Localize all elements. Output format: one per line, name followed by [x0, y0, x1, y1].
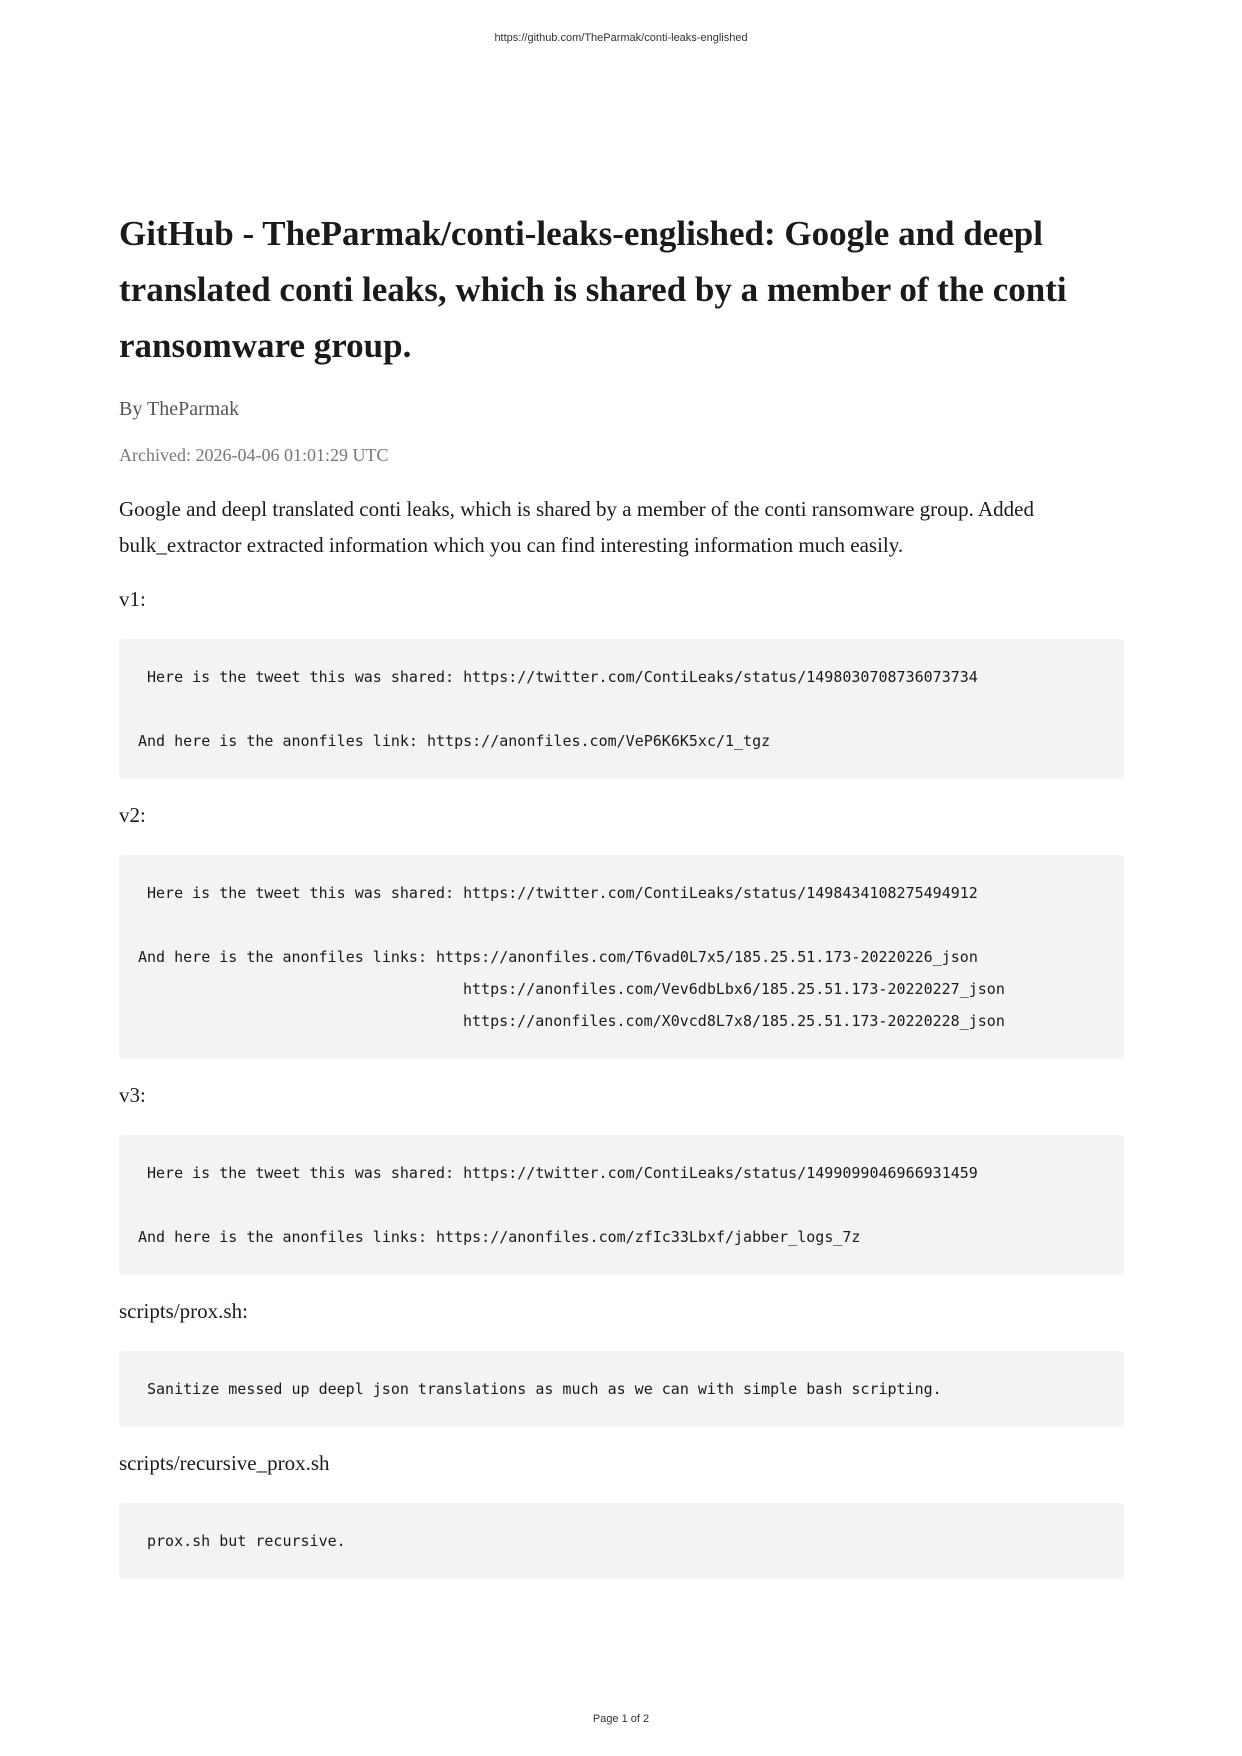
article — [119, 206, 1124, 1579]
section-label-v3: v3: — [119, 1083, 146, 1107]
code-block-v2 — [119, 855, 1124, 1059]
code-line-tweet: Here is the tweet this was shared: https://twitter.com/ContiLeaks/status/1499099046966931459 — [147, 1164, 978, 1182]
section-label-recursive-prox: scripts/recursive_prox.sh — [119, 1451, 330, 1475]
code-line-link: And here is the anonfiles link: https://anonfiles.com/VeP6K6K5xc/1_tgz — [138, 732, 771, 750]
code-block-v3 — [119, 1135, 1124, 1275]
code-line-text: Sanitize messed up deepl json translations as much as we can with simple bash scripting. — [147, 1380, 942, 1398]
intro-paragraph: Google and deepl translated conti leaks, which is shared by a member of the conti ransomware group. Added bulk_extractor extracted information which you can find interesting information much easily. — [119, 497, 1034, 557]
code-line-link: And here is the anonfiles links: https://anonfiles.com/zfIc33Lbxf/jabber_logs_7z — [138, 1228, 861, 1246]
code-line-link: And here is the anonfiles links: https://anonfiles.com/T6vad0L7x5/185.25.51.173-20220226_json — [138, 948, 978, 966]
code-block-prox — [119, 1351, 1124, 1427]
code-line-link-2: https://anonfiles.com/Vev6dbLbx6/185.25.51.173-20220227_json — [463, 980, 1005, 998]
page-url: https://github.com/TheParmak/conti-leaks-englished — [494, 32, 748, 44]
archived-timestamp: Archived: 2026-04-06 01:01:29 UTC — [119, 445, 389, 465]
section-label-v1: v1: — [119, 587, 146, 611]
page-number: Page 1 of 2 — [592, 1713, 650, 1725]
code-line-text: prox.sh but recursive. — [147, 1532, 346, 1550]
code-block-recursive-prox — [119, 1503, 1124, 1579]
code-line-tweet: Here is the tweet this was shared: https://twitter.com/ContiLeaks/status/1498434108275494912 — [147, 884, 978, 902]
code-line-tweet: Here is the tweet this was shared: https://twitter.com/ContiLeaks/status/1498030708736073734 — [147, 668, 978, 686]
byline: By TheParmak — [119, 398, 240, 420]
section-label-v2: v2: — [119, 803, 146, 827]
section-label-prox: scripts/prox.sh: — [119, 1299, 248, 1323]
code-block-v1 — [119, 639, 1124, 779]
page-title: GitHub - TheParmak/conti-leaks-englished: Google and deepl translated conti leaks, which is shared by a member of the conti ransomware group. — [119, 214, 1067, 365]
code-line-link-3: https://anonfiles.com/X0vcd8L7x8/185.25.51.173-20220228_json — [463, 1012, 1005, 1030]
